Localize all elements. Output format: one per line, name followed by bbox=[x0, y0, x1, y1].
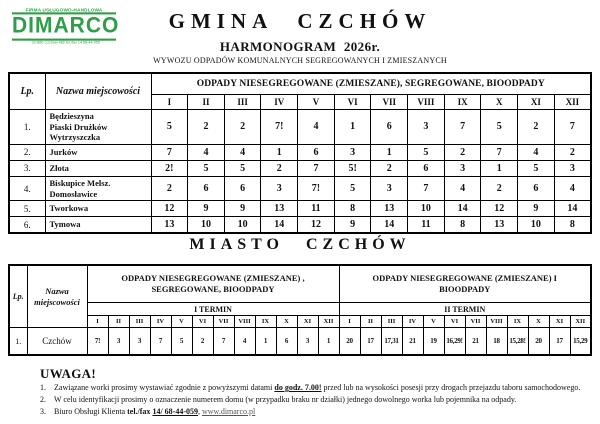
schedule-date: 4 bbox=[444, 176, 481, 200]
month-header: VIII bbox=[486, 316, 507, 328]
schedule-date: 4 bbox=[298, 110, 335, 145]
note-item bbox=[40, 382, 596, 394]
schedule-date: 5 bbox=[224, 160, 261, 176]
schedule-date: 3 bbox=[444, 160, 481, 176]
schedule-date: 4 bbox=[224, 144, 261, 160]
schedule-date: 6 bbox=[188, 176, 225, 200]
month-header: VIII bbox=[408, 95, 445, 110]
schedule-date: 7 bbox=[151, 144, 188, 160]
schedule-date: 1 bbox=[371, 144, 408, 160]
miasto-months-row bbox=[9, 316, 591, 328]
lp-column-header: Lp. bbox=[9, 265, 27, 328]
schedule-date: 2 bbox=[554, 144, 591, 160]
month-header: IX bbox=[507, 316, 528, 328]
logo-brand: DIMARCO bbox=[12, 12, 116, 40]
month-header: VIII bbox=[234, 316, 255, 328]
place-column-header bbox=[27, 265, 87, 328]
schedule-date: 3 bbox=[371, 176, 408, 200]
termin1-header: I TERMIN bbox=[87, 303, 339, 316]
schedule-date: 13 bbox=[261, 201, 298, 217]
schedule-date: 2 bbox=[224, 110, 261, 145]
schedule-date: 1 bbox=[255, 328, 276, 356]
schedule-date: 7! bbox=[298, 176, 335, 200]
notes-heading: UWAGA! bbox=[40, 366, 96, 381]
table-row bbox=[9, 201, 591, 217]
month-header: XI bbox=[297, 316, 318, 328]
row-number: 4. bbox=[9, 176, 45, 200]
note-segment: , bbox=[198, 407, 202, 416]
schedule-date: 6 bbox=[298, 144, 335, 160]
schedule-date: 18 bbox=[486, 328, 507, 356]
month-header: XI bbox=[518, 95, 555, 110]
group2-line1: ODPADY NIESEGREGOWANE (ZMIESZANE) I bbox=[372, 272, 557, 283]
note-segment: 14/ 68-44-059 bbox=[152, 407, 198, 416]
month-header: II bbox=[108, 316, 129, 328]
month-header: X bbox=[528, 316, 549, 328]
schedule-date: 11 bbox=[298, 201, 335, 217]
note-text bbox=[54, 382, 596, 394]
schedule-date: 12 bbox=[151, 201, 188, 217]
month-header: X bbox=[276, 316, 297, 328]
place-name: Czchów bbox=[27, 328, 87, 356]
schedule-date: 7 bbox=[150, 328, 171, 356]
schedule-date: 10 bbox=[408, 201, 445, 217]
month-header: X bbox=[481, 95, 518, 110]
month-header: I bbox=[151, 95, 188, 110]
group1-line1: ODPADY NIESEGREGOWANE (ZMIESZANE) , bbox=[121, 272, 305, 283]
termin-row bbox=[9, 303, 591, 316]
note-number: 3. bbox=[40, 407, 46, 416]
schedule-date: 12 bbox=[481, 201, 518, 217]
schedule-date: 7 bbox=[554, 110, 591, 145]
month-header: VII bbox=[213, 316, 234, 328]
place-header-line2: miejscowości bbox=[34, 296, 80, 307]
schedule-date: 2 bbox=[188, 110, 225, 145]
month-header: XII bbox=[318, 316, 339, 328]
schedule-date: 4 bbox=[234, 328, 255, 356]
place-name: Złota bbox=[45, 160, 151, 176]
schedule-date: 3 bbox=[554, 160, 591, 176]
miasto-table-body bbox=[9, 328, 591, 356]
place-name: Tymowa bbox=[45, 217, 151, 234]
page-title: GMINA CZCHÓW bbox=[168, 9, 432, 33]
month-header: VI bbox=[334, 95, 371, 110]
table-row bbox=[9, 176, 591, 200]
schedule-date: 5 bbox=[408, 144, 445, 160]
schedule-date: 2 bbox=[371, 160, 408, 176]
month-header: V bbox=[298, 95, 335, 110]
dimarco-logo bbox=[12, 7, 120, 47]
waste-types-header-termin2 bbox=[339, 265, 591, 303]
row-number: 6. bbox=[9, 217, 45, 234]
row-number: 5. bbox=[9, 201, 45, 217]
month-header: IV bbox=[150, 316, 171, 328]
schedule-date: 1 bbox=[318, 328, 339, 356]
month-header: II bbox=[188, 95, 225, 110]
schedule-date: 17 bbox=[549, 328, 570, 356]
schedule-date: 9 bbox=[518, 201, 555, 217]
schedule-date: 20 bbox=[339, 328, 360, 356]
schedule-date: 5! bbox=[334, 160, 371, 176]
note-segment: przed lub na wysokości posesji przy drogach przejazdu taboru samochodowego. bbox=[321, 383, 581, 392]
miasto-header-row bbox=[9, 265, 591, 303]
schedule-date: 13 bbox=[151, 217, 188, 234]
schedule-date: 14 bbox=[371, 217, 408, 234]
schedule-date: 11 bbox=[408, 217, 445, 234]
schedule-date: 2 bbox=[518, 110, 555, 145]
schedule-date: 14 bbox=[261, 217, 298, 234]
month-header: III bbox=[224, 95, 261, 110]
schedule-date: 7 bbox=[298, 160, 335, 176]
month-header: XII bbox=[554, 95, 591, 110]
schedule-date: 7! bbox=[261, 110, 298, 145]
schedule-date: 2 bbox=[261, 160, 298, 176]
schedule-date: 16,29! bbox=[444, 328, 465, 356]
row-number: 2. bbox=[9, 144, 45, 160]
row-number: 1. bbox=[9, 110, 45, 145]
schedule-date: 2! bbox=[151, 160, 188, 176]
schedule-date: 4 bbox=[518, 144, 555, 160]
schedule-date: 5 bbox=[334, 176, 371, 200]
schedule-date: 21 bbox=[402, 328, 423, 356]
group1-line2: SEGREGOWANE, BIOODPADY bbox=[151, 284, 275, 294]
schedule-date: 5 bbox=[481, 110, 518, 145]
month-header: III bbox=[381, 316, 402, 328]
miasto-section-title: MIASTO CZCHÓW bbox=[189, 236, 411, 253]
notes-section bbox=[40, 366, 596, 418]
schedule-date: 10 bbox=[224, 217, 261, 234]
schedule-date: 5 bbox=[171, 328, 192, 356]
month-header: VI bbox=[444, 316, 465, 328]
schedule-date: 9 bbox=[334, 217, 371, 234]
note-text bbox=[54, 394, 596, 406]
note-item bbox=[40, 394, 596, 406]
schedule-date: 10 bbox=[188, 217, 225, 234]
row-number: 1. bbox=[9, 328, 27, 356]
schedule-date: 5 bbox=[151, 110, 188, 145]
schedule-date: 8 bbox=[334, 201, 371, 217]
schedule-date: 13 bbox=[481, 217, 518, 234]
schedule-date: 19 bbox=[423, 328, 444, 356]
dimarco-link[interactable]: www.dimarco.pl bbox=[202, 407, 256, 416]
place-name: Jurków bbox=[45, 144, 151, 160]
schedule-date: 4 bbox=[188, 144, 225, 160]
schedule-date: 17 bbox=[360, 328, 381, 356]
lp-column-header: Lp. bbox=[9, 73, 45, 110]
gmina-table-body bbox=[9, 110, 591, 234]
schedule-date: 10 bbox=[518, 217, 555, 234]
note-segment: Biuro Obsługi Klienta bbox=[54, 407, 128, 416]
schedule-date: 1 bbox=[481, 160, 518, 176]
schedule-date: 1 bbox=[334, 110, 371, 145]
row-number: 3. bbox=[9, 160, 45, 176]
month-header: XII bbox=[570, 316, 591, 328]
schedule-date: 9 bbox=[188, 201, 225, 217]
table-row bbox=[9, 144, 591, 160]
group2-line2: BIOODPADY bbox=[439, 284, 491, 294]
note-item bbox=[40, 406, 596, 418]
schedule-date: 7 bbox=[213, 328, 234, 356]
schedule-date: 14 bbox=[444, 201, 481, 217]
schedule-date: 2 bbox=[444, 144, 481, 160]
schedule-date: 9 bbox=[224, 201, 261, 217]
place-header-line1: Nazwa bbox=[45, 286, 69, 297]
month-header: VI bbox=[192, 316, 213, 328]
month-header: IX bbox=[255, 316, 276, 328]
page-header bbox=[105, 9, 495, 65]
month-header: I bbox=[87, 316, 108, 328]
schedule-date: 5 bbox=[518, 160, 555, 176]
schedule-date: 3 bbox=[334, 144, 371, 160]
termin2-header: II TERMIN bbox=[339, 303, 591, 316]
schedule-date: 1 bbox=[261, 144, 298, 160]
place-name: Biskupice Melsz. Domosławice bbox=[45, 176, 151, 200]
note-text bbox=[54, 406, 596, 418]
gmina-header-row bbox=[9, 73, 591, 95]
month-header: V bbox=[423, 316, 444, 328]
schedule-date: 7 bbox=[481, 144, 518, 160]
month-header: IX bbox=[444, 95, 481, 110]
logo-address: 32-860 Czchów 482 tel./fax 14 68-44-059 bbox=[31, 40, 101, 45]
schedule-date: 3 bbox=[129, 328, 150, 356]
schedule-date: 17,31 bbox=[381, 328, 402, 356]
logo-company-type: FIRMA USŁUGOWO-HANDLOWA bbox=[25, 8, 103, 13]
schedule-date: 4 bbox=[554, 176, 591, 200]
schedule-date: 13 bbox=[371, 201, 408, 217]
table-row bbox=[9, 217, 591, 234]
place-column-header: Nazwa miejscowości bbox=[45, 73, 151, 110]
month-header: V bbox=[171, 316, 192, 328]
month-header: VII bbox=[465, 316, 486, 328]
month-header: III bbox=[129, 316, 150, 328]
schedule-date: 6 bbox=[224, 176, 261, 200]
note-segment: W celu identyfikacji prosimy o oznaczenie numerem domu (w przypadku braku nr działki) jednego dowolnego worka lub pojemnika na odpady. bbox=[54, 395, 517, 404]
schedule-date: 5 bbox=[188, 160, 225, 176]
note-segment: do godz. 7.00! bbox=[274, 383, 322, 392]
schedule-date: 6 bbox=[518, 176, 555, 200]
schedule-date: 12 bbox=[298, 217, 335, 234]
schedule-date: 14 bbox=[554, 201, 591, 217]
gmina-schedule-table bbox=[8, 72, 592, 234]
schedule-date: 6 bbox=[408, 160, 445, 176]
schedule-date: 21 bbox=[465, 328, 486, 356]
schedule-date: 6 bbox=[276, 328, 297, 356]
schedule-year-subtitle: HARMONOGRAM 2026r. bbox=[219, 39, 381, 54]
schedule-date: 3 bbox=[408, 110, 445, 145]
place-name: Będzieszyna Piaski Drużków Wytrzyszczka bbox=[45, 110, 151, 145]
month-header: VII bbox=[371, 95, 408, 110]
month-header: II bbox=[360, 316, 381, 328]
schedule-date: 15,29 bbox=[570, 328, 591, 356]
note-segment: Zawiązane worki prosimy wystawiać zgodnie z powyższymi datami bbox=[54, 383, 275, 392]
schedule-date: 3 bbox=[297, 328, 318, 356]
note-number: 1. bbox=[40, 383, 46, 392]
notes-list bbox=[40, 382, 596, 418]
month-header: IV bbox=[261, 95, 298, 110]
schedule-date: 8 bbox=[554, 217, 591, 234]
table-row bbox=[9, 160, 591, 176]
month-header: XI bbox=[549, 316, 570, 328]
table-row bbox=[9, 328, 591, 356]
schedule-date: 7 bbox=[444, 110, 481, 145]
month-header: IV bbox=[402, 316, 423, 328]
note-segment: tel./fax bbox=[127, 407, 153, 416]
schedule-date: 3 bbox=[261, 176, 298, 200]
schedule-date: 7 bbox=[408, 176, 445, 200]
month-header: I bbox=[339, 316, 360, 328]
note-number: 2. bbox=[40, 395, 46, 404]
place-name: Tworkowa bbox=[45, 201, 151, 217]
waste-types-header: ODPADY NIESEGREGOWANE (ZMIESZANE), SEGREGOWANE, BIOODPADY bbox=[151, 73, 591, 95]
schedule-date: 6 bbox=[371, 110, 408, 145]
schedule-date: 3 bbox=[108, 328, 129, 356]
table-row bbox=[9, 110, 591, 145]
schedule-date: 15,28! bbox=[507, 328, 528, 356]
schedule-date: 2 bbox=[192, 328, 213, 356]
schedule-description: WYWOZU ODPADÓW KOMUNALNYCH SEGREGOWANYCH I ZMIESZANYCH bbox=[153, 56, 447, 65]
schedule-date: 2 bbox=[151, 176, 188, 200]
waste-types-header-termin1 bbox=[87, 265, 339, 303]
schedule-date: 7! bbox=[87, 328, 108, 356]
schedule-date: 8 bbox=[444, 217, 481, 234]
schedule-date: 20 bbox=[528, 328, 549, 356]
schedule-date: 2 bbox=[481, 176, 518, 200]
miasto-schedule-table bbox=[8, 264, 592, 356]
